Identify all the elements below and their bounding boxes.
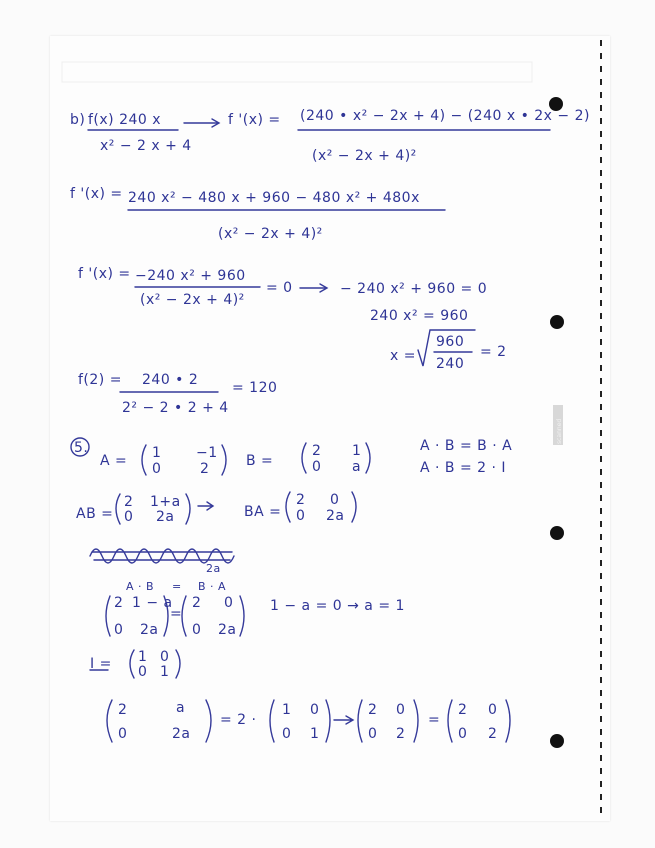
final-L-entry: a bbox=[176, 700, 186, 716]
final-I-entry: 1 bbox=[282, 702, 292, 718]
final-I-entry: 0 bbox=[282, 726, 292, 742]
I-entry: 1 bbox=[138, 649, 148, 665]
line3-denominator: (x² − 2x + 4)² bbox=[140, 292, 245, 308]
matrix-bracket bbox=[107, 700, 112, 742]
final-M-entry: 0 bbox=[396, 702, 406, 718]
B-entry: 0 bbox=[312, 459, 322, 475]
f2-numerator: 240 • 2 bbox=[142, 372, 199, 388]
final-L-entry: 2a bbox=[172, 726, 191, 742]
solve-equation: 1 − a = 0 → a = 1 bbox=[270, 598, 405, 614]
AB-entry: 2 bbox=[124, 494, 134, 510]
f2-denominator: 2² − 2 • 2 + 4 bbox=[122, 400, 229, 416]
matrix-bracket bbox=[448, 700, 452, 742]
final-I-entry: 1 bbox=[310, 726, 320, 742]
A-lhs: A = bbox=[100, 453, 128, 469]
BA-entry: 0 bbox=[296, 508, 306, 524]
fprime-denominator: (x² − 2x + 4)² bbox=[312, 148, 417, 164]
matrix-bracket bbox=[116, 494, 120, 524]
M1-entry: 0 bbox=[114, 622, 124, 638]
M1-entry: 2 bbox=[114, 595, 124, 611]
line3-numerator: −240 x² + 960 bbox=[135, 268, 246, 284]
scribble-note: 2a bbox=[206, 562, 221, 575]
final-I-entry: 0 bbox=[310, 702, 320, 718]
matrix-bracket bbox=[366, 443, 370, 473]
final-L-entry: 0 bbox=[118, 726, 128, 742]
equals-sign: = bbox=[170, 606, 183, 622]
line4-equation: 240 x² = 960 bbox=[370, 308, 469, 324]
line3-rhs: = 0 bbox=[266, 280, 293, 296]
final-M-entry: 2 bbox=[396, 726, 406, 742]
line5-rhs: = 2 bbox=[480, 344, 507, 360]
arrow-icon bbox=[198, 502, 213, 510]
M2-entry: 2 bbox=[192, 595, 202, 611]
B-entry: 1 bbox=[352, 443, 362, 459]
matrix-bracket bbox=[270, 700, 274, 742]
I-entry: 0 bbox=[160, 649, 170, 665]
M2-entry: 0 bbox=[192, 622, 202, 638]
matrix-bracket bbox=[286, 492, 290, 522]
scribble-out bbox=[90, 549, 234, 563]
final-L-entry: 2 bbox=[118, 702, 128, 718]
matrix-bracket bbox=[302, 443, 306, 473]
f-def-denominator: x² − 2 x + 4 bbox=[100, 138, 192, 154]
final-R-entry: 0 bbox=[458, 726, 468, 742]
arrow-icon bbox=[334, 716, 353, 724]
A-entry: 2 bbox=[200, 461, 210, 477]
matrix-bracket bbox=[176, 650, 180, 678]
line3-equation: − 240 x² + 960 = 0 bbox=[340, 281, 488, 297]
final-R-entry: 2 bbox=[488, 726, 498, 742]
line5-lhs: x = bbox=[390, 348, 416, 364]
fprime-lhs: f '(x) = bbox=[228, 112, 281, 128]
A-entry: 0 bbox=[152, 461, 162, 477]
header-box bbox=[62, 62, 532, 82]
matrix-bracket bbox=[414, 700, 418, 742]
equation-header-eq: = bbox=[172, 580, 182, 593]
matrix-bracket bbox=[352, 492, 356, 522]
part-5-label: 5. bbox=[74, 440, 89, 456]
condition-commute: A · B = B · A bbox=[420, 438, 513, 454]
matrix-bracket bbox=[240, 596, 244, 636]
final-M-entry: 0 bbox=[368, 726, 378, 742]
I-entry: 1 bbox=[160, 664, 170, 680]
matrix-bracket bbox=[182, 596, 186, 636]
BA-entry: 2 bbox=[296, 492, 306, 508]
M1-entry: 2a bbox=[140, 622, 159, 638]
B-lhs: B = bbox=[246, 453, 274, 469]
matrix-bracket bbox=[106, 596, 110, 636]
matrix-bracket bbox=[326, 700, 330, 742]
line2-denominator: (x² − 2x + 4)² bbox=[218, 226, 323, 242]
A-entry: −1 bbox=[196, 445, 218, 461]
line5-denominator: 240 bbox=[436, 356, 465, 372]
M2-entry: 0 bbox=[224, 595, 234, 611]
matrix-bracket bbox=[186, 494, 190, 524]
final-equals-2: = 2 · bbox=[220, 712, 257, 728]
final-M-entry: 2 bbox=[368, 702, 378, 718]
punch-hole bbox=[550, 526, 564, 540]
line2-lhs: f '(x) = bbox=[70, 186, 123, 202]
M2-entry: 2a bbox=[218, 622, 237, 638]
A-entry: 1 bbox=[152, 445, 162, 461]
line3-lhs: f '(x) = bbox=[78, 266, 131, 282]
equation-header-ab: A · B bbox=[126, 580, 155, 593]
matrix-bracket bbox=[130, 650, 134, 678]
part-b-label: b) bbox=[70, 112, 86, 128]
matrix-bracket bbox=[142, 445, 146, 475]
BA-lhs: BA = bbox=[244, 504, 282, 520]
f2-rhs: = 120 bbox=[232, 380, 278, 396]
AB-entry: 1+a bbox=[150, 494, 181, 510]
I-lhs: I = bbox=[90, 656, 112, 672]
f2-lhs: f(2) = bbox=[78, 372, 122, 388]
condition-identity: A · B = 2 · I bbox=[420, 460, 507, 476]
matrix-bracket bbox=[222, 445, 226, 475]
BA-entry: 0 bbox=[330, 492, 340, 508]
I-entry: 0 bbox=[138, 664, 148, 680]
AB-entry: 2a bbox=[156, 509, 175, 525]
fprime-numerator: (240 • x² − 2x + 4) − (240 x • 2x − 2) bbox=[300, 108, 590, 124]
equation-header-ba: B · A bbox=[198, 580, 227, 593]
line2-numerator: 240 x² − 480 x + 960 − 480 x² + 480x bbox=[128, 190, 420, 206]
line5-numerator: 960 bbox=[436, 334, 465, 350]
matrix-bracket bbox=[206, 700, 211, 742]
equals-sign: = bbox=[428, 712, 441, 728]
side-tab-label: scanned bbox=[556, 418, 563, 444]
punch-hole bbox=[550, 734, 564, 748]
f-def-numerator: f(x) 240 x bbox=[88, 112, 162, 128]
AB-lhs: AB = bbox=[76, 506, 114, 522]
B-entry: a bbox=[352, 459, 362, 475]
final-R-entry: 0 bbox=[488, 702, 498, 718]
punch-hole bbox=[550, 315, 564, 329]
BA-entry: 2a bbox=[326, 508, 345, 524]
matrix-bracket bbox=[358, 700, 362, 742]
matrix-bracket bbox=[506, 700, 510, 742]
B-entry: 2 bbox=[312, 443, 322, 459]
final-R-entry: 2 bbox=[458, 702, 468, 718]
AB-entry: 0 bbox=[124, 509, 134, 525]
M1-entry: 1 − a bbox=[132, 595, 173, 611]
